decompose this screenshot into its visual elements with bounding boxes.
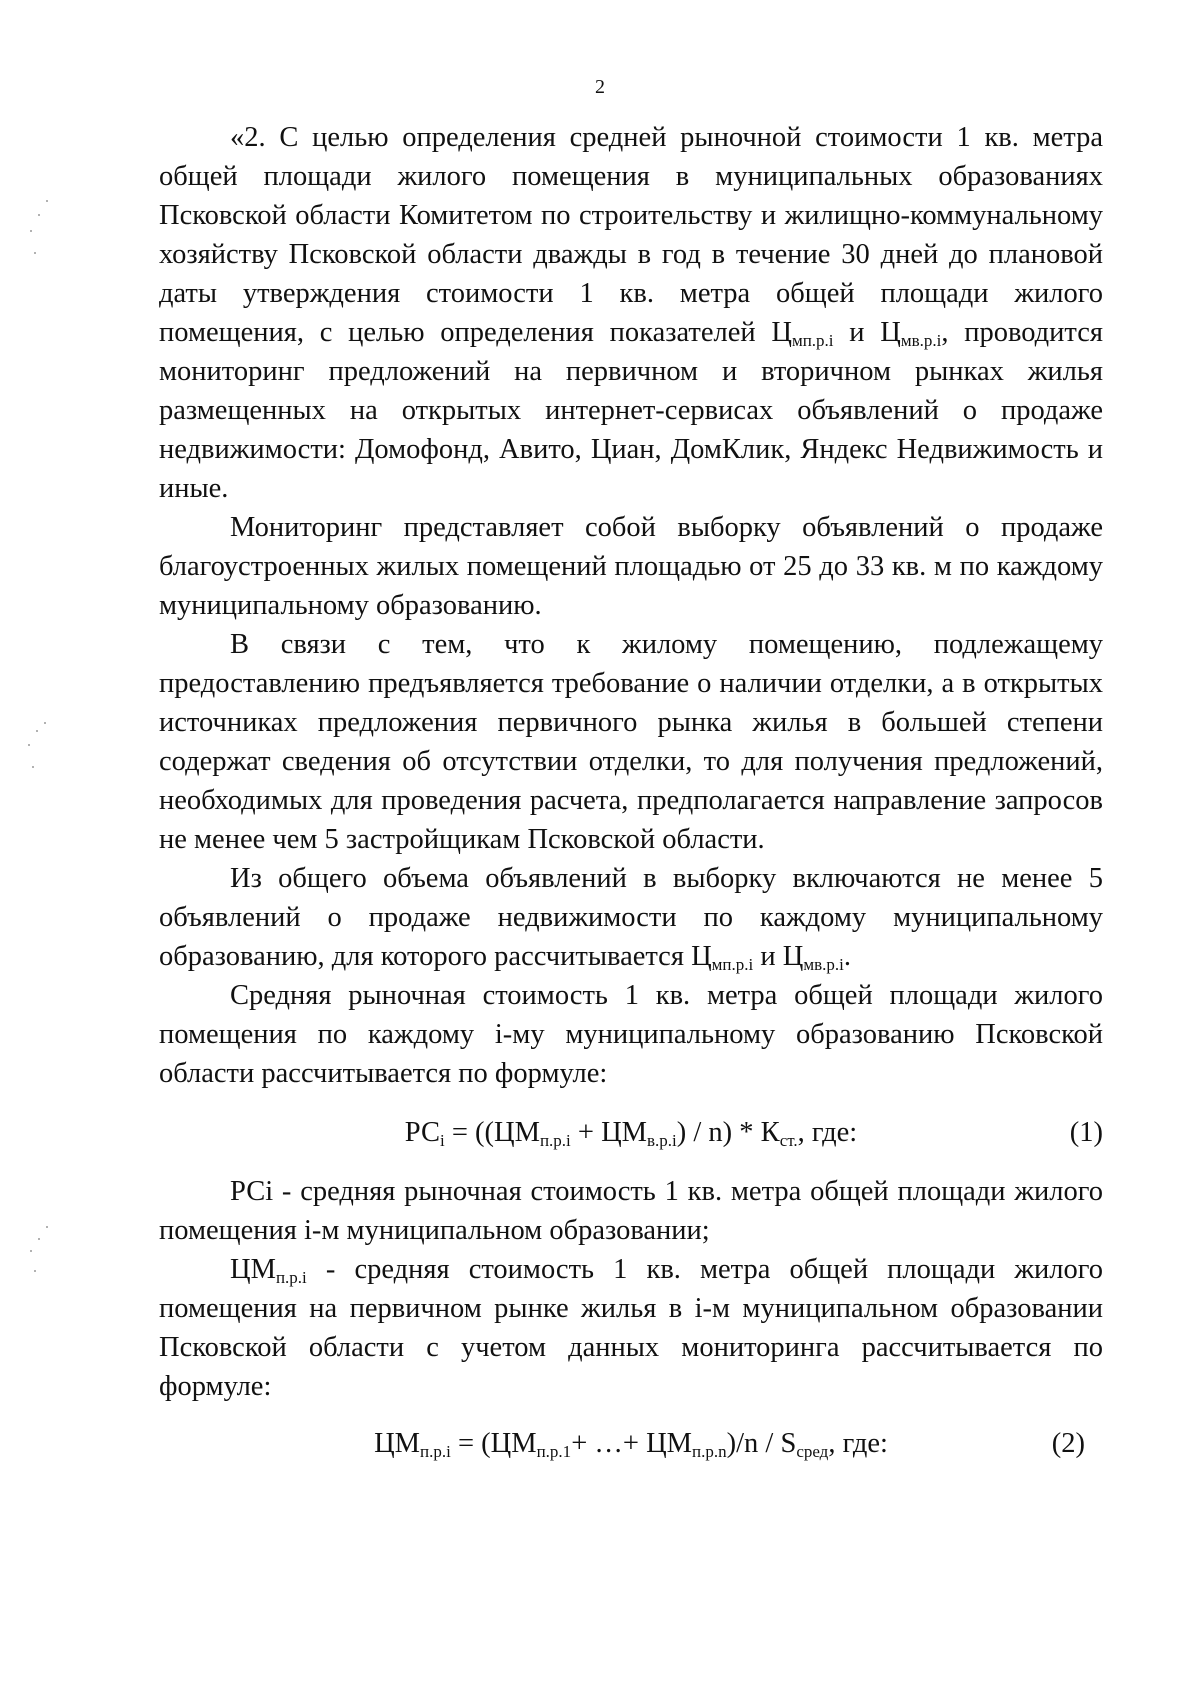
paragraph-developer-requests: В связи с тем, что к жилому помещению, подлежащему предоставлению предъявляется требование о наличии отделки, а в открытых источниках предложения первичного рынка жилья в большей степени содержат сведения об отсутствии отделки, то для получения предложений, необходимых для проведения расчета, предполагается направление запросов не менее чем 5 застройщикам Псковской области.: [159, 629, 1103, 855]
text: и Ц: [753, 941, 804, 972]
text: и Ц: [833, 317, 901, 348]
subscript: мп.р.i: [711, 955, 754, 974]
paragraph-cm-definition: [159, 1250, 1103, 1406]
paragraph-rs-definition: РСi - средняя рыночная стоимость 1 кв. метра общей площади жилого помещения i-м муниципальном образовании;: [159, 1176, 1103, 1246]
text: - средняя стоимость 1 кв. метра общей площади жилого помещения на первичном рынке жилья в i-м муниципальном образовании Псковской области с учетом данных мониторинга рассчитывается по формуле:: [159, 1254, 1103, 1402]
text: «2. С целью определения средней рыночной стоимости 1 кв. метра общей площади жилого помещения в муниципальных образованиях Псковской области Комитетом по строительству и жилищно-коммунальному хозяйству Псковской области дважды в год в течение 30 дней до плановой даты утверждения стоимости 1 кв. метра общей площади жилого помещения, с целью определения показателей Ц: [159, 122, 1103, 348]
formula-2-number: (2): [1051, 1428, 1085, 1459]
text: , проводится мониторинг предложений на первичном и вторичном рынках жилья размещенных на открытых интернет-сервисах объявлений о продаже недвижимости: Домофонд, Авито, Циан, ДомКлик, Яндекс Недвижимость и иные.: [159, 317, 1103, 504]
text: Из общего объема объявлений в выборку включаются не менее 5 объявлений о продаже недвижимости по каждому муниципальному образованию, для которого рассчитывается Ц: [159, 863, 1103, 972]
page-number: 2: [595, 76, 605, 98]
formula-2-expression: $ЦМ_{п.р.i} = (ЦМ_{п.р.1}+$ …+ $ЦМ_{п.р.n})/n / S_{сред}$, где:: [374, 1428, 888, 1461]
subscript: мв.р.i: [900, 331, 942, 350]
subscript: мп.р.i: [791, 331, 834, 350]
formula-1-number: (1): [1069, 1117, 1103, 1148]
subscript: п.р.i: [275, 1268, 307, 1287]
subscript: мв.р.i: [803, 955, 844, 974]
paragraph-sample-size: [159, 859, 1103, 976]
formula-1-expression: $РС_i = ((ЦМ_{п.р.i} + ЦМ_{в.р.i}) / n) * К_{ст.}$, где:: [404, 1117, 858, 1150]
paragraph-monitoring-sample: Мониторинг представляет собой выборку объявлений о продаже благоустроенных жилых помещений площадью от 25 до 33 кв. м по каждому муниципальному образованию.: [159, 512, 1103, 621]
formula-2: [159, 1424, 1103, 1463]
paragraph-monitoring-purpose: [159, 118, 1103, 508]
formula-1: [159, 1113, 1103, 1152]
document-body: [159, 118, 1103, 1483]
text: ЦМ: [230, 1254, 276, 1285]
paragraph-formula-intro: Средняя рыночная стоимость 1 кв. метра общей площади жилого помещения по каждому i-му муниципальному образованию Псковской области рассчитывается по формуле:: [159, 980, 1103, 1089]
text: .: [843, 941, 851, 972]
